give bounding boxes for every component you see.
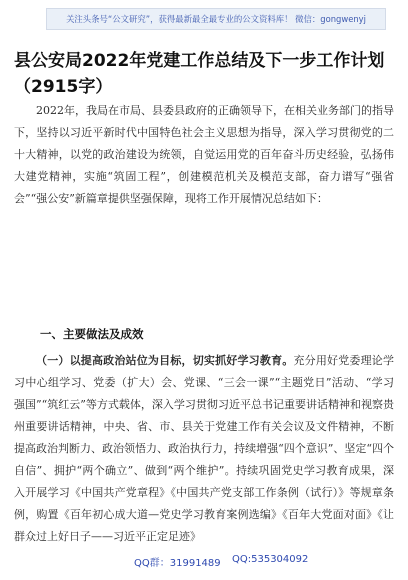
subsection-body: 充分用好党委理论学习中心组学习、党委（扩大）会、党课、“三会一课”“主题党日”活动、“学习强国”“筑红云”等方式载体，深入学习贯彻习近平总书记重要讲话精神和视察贵州重要讲话精神，中央、省、市、县关于党建工作有关会议及文件精神，不断提高政治判断力、政治领悟力、政治执行力，持续增强“四个意识”、坚定“四个自信”、拥护“两个确立”、做到“两个维护”。持续巩固党史学习教育成果，深入开展学习《中国共产党章程》《中国共产党支部工作条例（试行）》等规章条例，购置《百年初心成大道—党史学习教育案例选编》《百年大党面对面》《让群众过上好日子——习近平正定足迹》 [14,354,394,543]
document-title: 县公安局2022年党建工作总结及下一步工作计划（2915字） [14,51,385,97]
footer [0,552,408,572]
header-banner: 关注头条号“公文研究”，获得最新最全最专业的公文资料库！ 微信：gongwenyj [46,8,386,30]
section-heading: 一、主要做法及成效 [40,327,144,341]
intro-paragraph: 2022年，我局在市局、县委县政府的正确领导下，在相关业务部门的指导下，坚持以习近平新时代中国特色社会主义思想为指导，深入学习贯彻党的二十大精神，以党的政治建设为统领，自觉运用党的百年奋斗历史经验，弘扬伟大建党精神，实施“筑固工程”，创建模范机关及模范支部，奋力谱写“强省会”“强公安”新篇章提供坚强保障，现将工作开展情况总结如下： [14,104,394,205]
footer-qq-group: QQ群：31991489 [134,558,221,569]
footer-qq-number: QQ:535304092 [232,554,309,565]
subsection-lead: （一）以提高政治站位为目标，切实抓好学习教育。 [36,354,294,367]
subsection-paragraph [14,350,394,546]
